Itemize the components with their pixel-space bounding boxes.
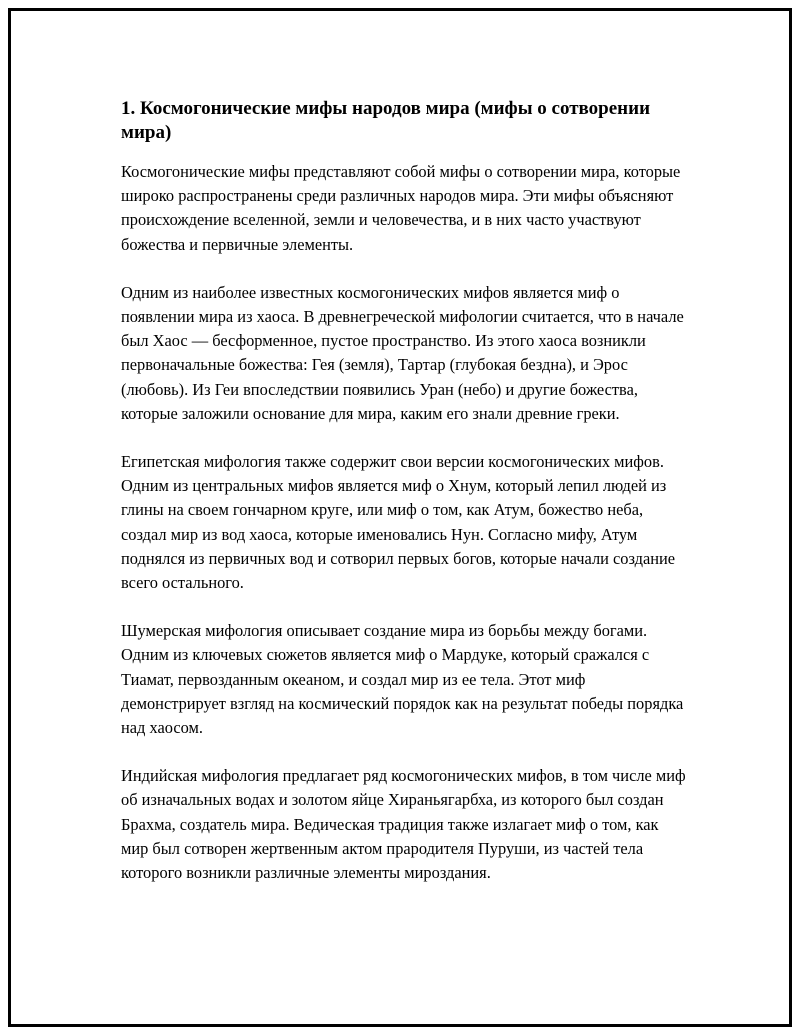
document-page (8, 8, 792, 1027)
paragraph-indian: Индийская мифология предлагает ряд космогонических мифов, в том числе миф об изначальных водах и золотом яйце Хираньягарбха, из которого был создан Брахма, создатель мира. Ведическая традиция также излагает миф о том, как мир был сотворен жертвенным актом прародителя Пуруши, из частей тела которого возникли различные элементы мироздания. (121, 766, 686, 883)
paragraph-greek: Одним из наиболее известных космогонических мифов является миф о появлении мира из хаоса. В древнегреческой мифологии считается, что в начале был Хаос — бесформенное, пустое пространство. Из этого хаоса возникли первоначальные божества: Гея (земля), Тартар (глубокая бездна), и Эрос (любовь). Из Геи впоследствии появились Уран (небо) и другие божества, которые заложили основание для мира, каким его знали древние греки. (121, 282, 684, 423)
document-body (121, 97, 689, 909)
paragraph-egyptian: Египетская мифология также содержит свои версии космогонических мифов. Одним из центральных мифов является миф о Хнум, который лепил людей из глины на своем гончарном круге, или миф о том, как Атум, божество неба, создал мир из вод хаоса, которые именовались Нун. Согласно мифу, Атум поднялся из первичных вод и сотворил первых богов, которые начали создание всего остального. (121, 452, 676, 593)
section-heading: 1. Космогонические мифы народов мира (мифы о сотворении мира) (121, 98, 651, 143)
paragraph-intro: Космогонические мифы представляют собой мифы о сотворении мира, которые широко распространены среди различных народов мира. Эти мифы объясняют происхождение вселенной, земли и человечества, и в них часто участвуют божества и первичные элементы. (121, 162, 681, 254)
paragraph-sumerian: Шумерская мифология описывает создание мира из борьбы между богами. Одним из ключевых сюжетов является миф о Мардуке, который сражался с Тиамат, первозданным океаном, и создал мир из ее тела. Этот миф демонстрирует взгляд на космический порядок как на результат победы порядка над хаосом. (121, 621, 684, 738)
